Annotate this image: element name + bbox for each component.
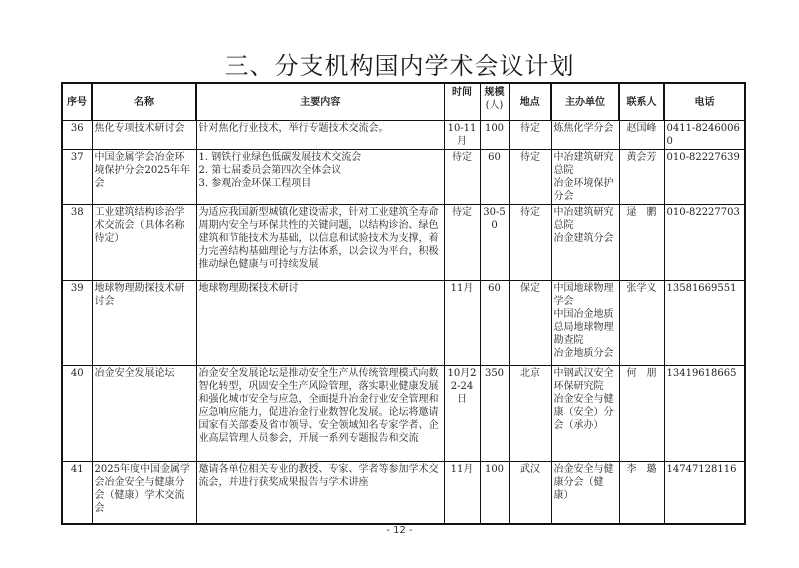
cell-time: 待定 — [444, 150, 480, 205]
host-line: 冶金安全与健康分会（健康） — [553, 464, 614, 501]
host-line: 中冶建筑研究总院 — [553, 207, 614, 231]
content-line: 1. 钢铁行业绿色低碳发展技术交流会 — [198, 152, 362, 163]
content-line: 针对焦化行业技术，举行专题技术交流会。 — [198, 123, 389, 134]
cell-scale: 100 — [480, 121, 509, 150]
cell-seq: 39 — [62, 281, 92, 366]
content-line: 3. 参观冶金环保工程项目 — [198, 178, 312, 189]
cell-host — [551, 150, 619, 205]
host-line: 中国地球物理学会 — [553, 283, 614, 307]
cell-contact: 黄会芳 — [619, 150, 664, 205]
header-time: 时间 — [444, 83, 480, 121]
table-row — [62, 366, 745, 462]
cell-contact: 李 璐 — [619, 462, 664, 524]
cell-time: 10月22-24日 — [444, 366, 480, 462]
cell-seq: 41 — [62, 462, 92, 524]
host-line: 冶金建筑分会 — [553, 233, 614, 244]
host-line: 中国冶金地质总局地球物理勘查院 — [553, 309, 614, 346]
cell-host — [551, 462, 619, 524]
cell-name: 地球物理勘探技术研讨会 — [92, 281, 196, 366]
table-row — [62, 150, 745, 205]
page-number: - 12 - — [386, 525, 413, 536]
conference-plan-table — [61, 82, 746, 525]
cell-content — [196, 121, 444, 150]
cell-seq: 37 — [62, 150, 92, 205]
cell-host — [551, 205, 619, 281]
cell-host — [551, 366, 619, 462]
cell-seq: 36 — [62, 121, 92, 150]
host-line: 冶金安全与健康（安全）分会（承办） — [553, 394, 614, 431]
table-row — [62, 121, 745, 150]
cell-host — [551, 281, 619, 366]
cell-phone: 13581669551 — [664, 281, 745, 366]
cell-contact: 张学义 — [619, 281, 664, 366]
cell-place: 待定 — [509, 150, 551, 205]
cell-phone: 010-82227703 — [664, 205, 745, 281]
cell-place: 北京 — [509, 366, 551, 462]
header-scale-line1: 规模 — [484, 87, 505, 98]
cell-name: 中国金属学会冶金环境保护分会2025年年会 — [92, 150, 196, 205]
cell-scale: 350 — [480, 366, 509, 462]
header-name: 名称 — [92, 83, 196, 121]
cell-content — [196, 281, 444, 366]
host-line: 炼焦化学分会 — [553, 123, 614, 134]
content-line: 2. 第七届委员会第四次全体会议 — [198, 165, 342, 176]
cell-contact: 何 朋 — [619, 366, 664, 462]
header-content: 主要内容 — [196, 83, 444, 121]
cell-phone: 13419618665 — [664, 366, 745, 462]
cell-name: 焦化专项技术研讨会 — [92, 121, 196, 150]
header-scale-line2: (人) — [485, 100, 504, 111]
header-phone: 电话 — [664, 83, 745, 121]
host-line: 中钢武汉安全环保研究院 — [553, 368, 614, 392]
cell-time: 11月 — [444, 462, 480, 524]
cell-name: 2025年度中国金属学会冶金安全与健康分会（健康）学术交流会 — [92, 462, 196, 524]
table-header-row — [62, 83, 745, 121]
cell-content — [196, 150, 444, 205]
content-line: 冶金安全发展论坛是推动安全生产从传统管理模式向数智化转型，巩固安全生产风险管理，落实职业健康发展和强化城市安全与应急，全面提升冶金行业安全管理和应急响应能力，促进冶金行业数智化发展。论坛将邀请国家有关部委及省市领导、安全领域知名专家学者、企业高层管理人员参会，开展一系列专题报告和交流 — [198, 368, 439, 444]
content-line: 邀请各单位相关专业的教授、专家、学者等参加学术交流会，并进行获奖成果报告与学术讲座 — [198, 464, 439, 488]
cell-content — [196, 462, 444, 524]
cell-contact: 逯 鹏 — [619, 205, 664, 281]
cell-content — [196, 205, 444, 281]
cell-time: 11月 — [444, 281, 480, 366]
cell-scale: 60 — [480, 150, 509, 205]
table-row — [62, 281, 745, 366]
cell-scale: 30-50 — [480, 205, 509, 281]
cell-place: 待定 — [509, 205, 551, 281]
header-host: 主办单位 — [551, 83, 619, 121]
cell-host — [551, 121, 619, 150]
host-line: 冶金环境保护分会 — [553, 178, 614, 202]
cell-place: 武汉 — [509, 462, 551, 524]
cell-phone: 010-82227639 — [664, 150, 745, 205]
cell-phone: 0411-82460060 — [664, 121, 745, 150]
header-place: 地点 — [509, 83, 551, 121]
page-title: 三、分支机构国内学术会议计划 — [224, 52, 575, 80]
cell-time: 待定 — [444, 205, 480, 281]
cell-place: 保定 — [509, 281, 551, 366]
cell-phone: 14747128116 — [664, 462, 745, 524]
cell-place: 待定 — [509, 121, 551, 150]
content-line: 地球物理勘探技术研讨 — [198, 283, 299, 294]
cell-name: 工业建筑结构诊治学术交流会（具体名称待定） — [92, 205, 196, 281]
cell-scale: 60 — [480, 281, 509, 366]
cell-name: 冶金安全发展论坛 — [92, 366, 196, 462]
cell-scale: 100 — [480, 462, 509, 524]
cell-seq: 38 — [62, 205, 92, 281]
cell-time: 10-11月 — [444, 121, 480, 150]
host-line: 中冶建筑研究总院 — [553, 152, 614, 176]
content-line: 为适应我国新型城镇化建设需求，针对工业建筑全寿命周期内安全与环保共性的关键问题，以结构诊治、绿色建筑和节能技术为基础，以信息和试验技术为支撑，着力完善结构基础理论与方法体系，以会议为平台，积极推动绿色健康与可持续发展 — [198, 207, 439, 270]
header-seq: 序号 — [62, 83, 92, 121]
cell-content — [196, 366, 444, 462]
header-contact: 联系人 — [619, 83, 664, 121]
host-line: 冶金地质分会 — [553, 348, 614, 359]
table-row — [62, 205, 745, 281]
header-scale — [480, 83, 509, 121]
table-row — [62, 462, 745, 524]
cell-contact: 赵国峰 — [619, 121, 664, 150]
cell-seq: 40 — [62, 366, 92, 462]
